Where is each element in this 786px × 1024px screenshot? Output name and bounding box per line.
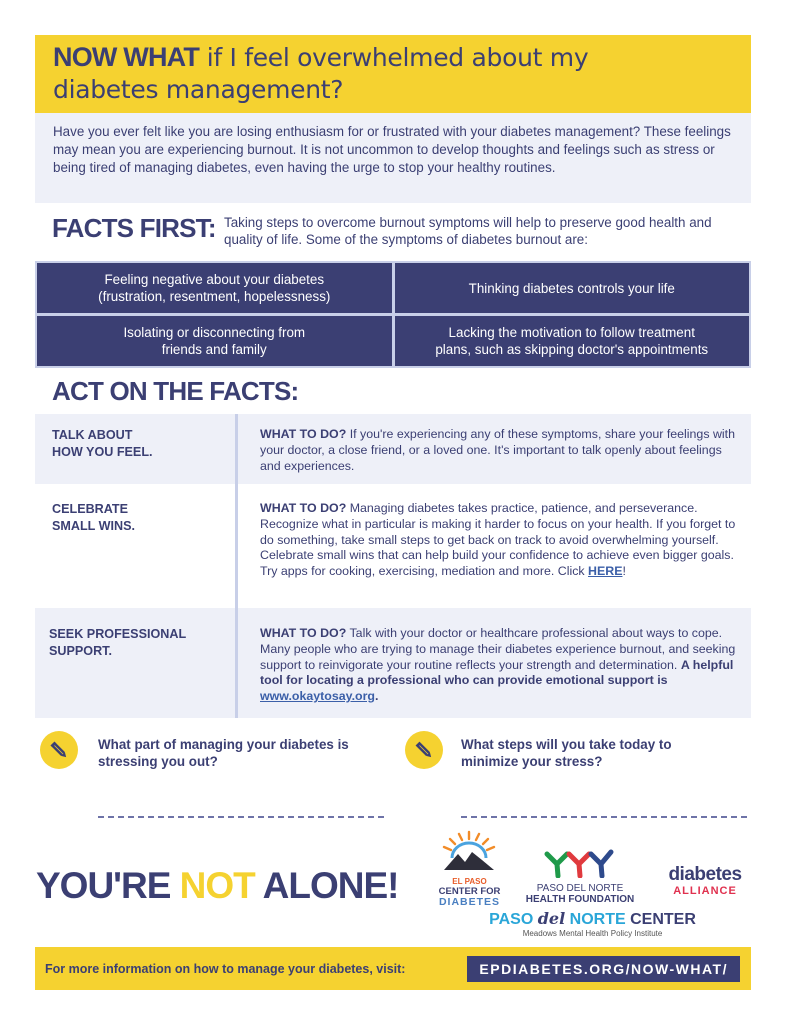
act-text: Managing diabetes takes practice, patience, and perseverance. Recognize what in particular is making it harder to focus on your health. If you forget to do something, take small steps to get back on track to avoid overwhelming yourself. Celebrate small wins that can help build your confidence to achieve even bigger goals. Try apps for cooking, exercising, mediation and more. Click xyxy=(260,501,736,579)
paso-foundation-line1: PASO DEL NORTE xyxy=(536,883,624,894)
paso-center-name xyxy=(470,910,715,929)
title-band xyxy=(35,35,751,113)
act-body xyxy=(236,501,751,608)
del-word: del xyxy=(537,909,566,928)
symptom-cell xyxy=(37,316,392,366)
center-word: CENTER xyxy=(630,911,696,928)
act-on-facts-heading: ACT ON THE FACTS: xyxy=(52,376,299,406)
diabetes-alliance-line1: diabetes xyxy=(668,864,742,885)
here-link[interactable]: HERE xyxy=(588,564,623,579)
center-for-text: CENTER FOR xyxy=(438,886,501,897)
act-label-line: CELEBRATE xyxy=(52,502,129,516)
title-rest: if I feel overwhelmed about my xyxy=(199,43,589,72)
symptom-line: Lacking the motivation to follow treatment xyxy=(448,325,695,340)
diabetes-text: DIABETES xyxy=(438,896,501,908)
act-body xyxy=(236,626,751,718)
act-text-end: ! xyxy=(622,564,626,579)
act-label xyxy=(35,626,236,718)
column-divider xyxy=(235,414,238,718)
act-text: If you're experiencing any of these symptoms, share your feelings with your doctor, a close friend, or a loved one. It's important to talk openly about feelings and experiences. xyxy=(260,427,735,473)
act-label-line: HOW YOU FEEL. xyxy=(52,445,153,459)
act-label xyxy=(35,501,236,608)
act-body xyxy=(236,427,751,484)
paso-del-norte-center-logo xyxy=(470,910,715,939)
act-text: Talk with your doctor or healthcare professional about ways to cope. Many people who are trying to manage their diabetes experience burnout, and seeking support to reinvigorate your routine reflects your strength and determination. xyxy=(260,626,736,672)
title-strong: NOW WHAT xyxy=(53,42,200,72)
tagline xyxy=(36,865,399,907)
act-bold-text: A helpful tool for locating a professional who can provide emotional support is xyxy=(260,657,734,688)
answer-line-2[interactable] xyxy=(461,816,747,818)
symptom-line: Thinking diabetes controls your life xyxy=(468,280,675,296)
facts-first-text: Taking steps to overcome burnout symptoms will help to preserve good health and quality of life. Some of the symptoms of diabetes burnout are: xyxy=(224,215,712,247)
answer-line-1[interactable] xyxy=(98,816,384,818)
symptoms-grid xyxy=(35,261,751,368)
symptom-line: Isolating or disconnecting from xyxy=(123,325,306,340)
question-line: stressing you out? xyxy=(98,754,218,769)
page-title-line2: diabetes management? xyxy=(53,75,344,104)
footer-text: For more information on how to manage your diabetes, visit: xyxy=(45,961,406,976)
paso-del-norte-foundation-logo xyxy=(525,848,635,905)
paso-center-subtitle: Meadows Mental Health Policy Institute xyxy=(522,929,663,938)
norte-word: NORTE xyxy=(569,911,626,928)
diabetes-alliance-logo xyxy=(655,865,755,897)
act-row-celebrate xyxy=(35,484,751,608)
symptom-cell xyxy=(395,263,750,313)
symptom-cell xyxy=(37,263,392,313)
tagline-part1: YOU'RE xyxy=(36,865,180,906)
symptom-cell xyxy=(395,316,750,366)
symptom-line: friends and family xyxy=(161,342,267,357)
footer-band xyxy=(35,947,751,990)
page-title-line1 xyxy=(53,41,751,74)
act-label-line: TALK ABOUT xyxy=(52,428,133,442)
what-to-do-lead: WHAT TO DO? xyxy=(260,427,347,441)
act-text-end: . xyxy=(375,689,379,704)
act-row-talk xyxy=(35,414,751,484)
sun-mountain-icon xyxy=(432,830,507,872)
paso-word: PASO xyxy=(489,911,534,928)
act-row-professional xyxy=(35,608,751,718)
question-1 xyxy=(98,736,388,770)
tagline-part2: ALONE! xyxy=(254,865,399,906)
act-label xyxy=(35,427,236,484)
symptom-line: (frustration, resentment, hopelessness) xyxy=(98,289,331,304)
question-2 xyxy=(461,736,751,770)
facts-first-heading: FACTS FIRST: xyxy=(52,213,216,243)
symptom-line: Feeling negative about your diabetes xyxy=(104,272,325,287)
okaytosay-link[interactable]: www.okaytosay.org xyxy=(260,689,375,704)
question-line: minimize your stress? xyxy=(461,754,603,769)
symptom-line: plans, such as skipping doctor's appointments xyxy=(435,342,709,357)
people-figures-icon xyxy=(525,848,635,878)
act-label-line: SUPPORT. xyxy=(49,644,112,658)
footer-url-link[interactable]: EPDIABETES.ORG/NOW-WHAT/ xyxy=(467,956,740,982)
question-line: What steps will you take today to xyxy=(461,737,672,752)
tagline-highlight: NOT xyxy=(179,865,255,906)
paso-foundation-line2: HEALTH FOUNDATION xyxy=(525,894,635,905)
el-paso-text: EL PASO xyxy=(452,877,487,886)
act-label-line: SMALL WINS. xyxy=(52,519,136,533)
diabetes-alliance-line2: ALLIANCE xyxy=(673,885,737,897)
what-to-do-lead: WHAT TO DO? xyxy=(260,501,347,515)
act-label-line: SEEK PROFESSIONAL xyxy=(49,627,187,641)
pencil-icon xyxy=(405,731,443,769)
intro-paragraph: Have you ever felt like you are losing enthusiasm for or frustrated with your diabetes management? These feelings may mean you are experiencing burnout. It is not uncommon to develop thoughts and feelings such as stress or being tired of managing diabetes, even having the urge to stop your healthy routines. xyxy=(35,113,751,203)
question-line: What part of managing your diabetes is xyxy=(98,737,349,752)
el-paso-center-logo xyxy=(432,830,507,908)
pencil-icon xyxy=(40,731,78,769)
what-to-do-lead: WHAT TO DO? xyxy=(260,626,347,640)
